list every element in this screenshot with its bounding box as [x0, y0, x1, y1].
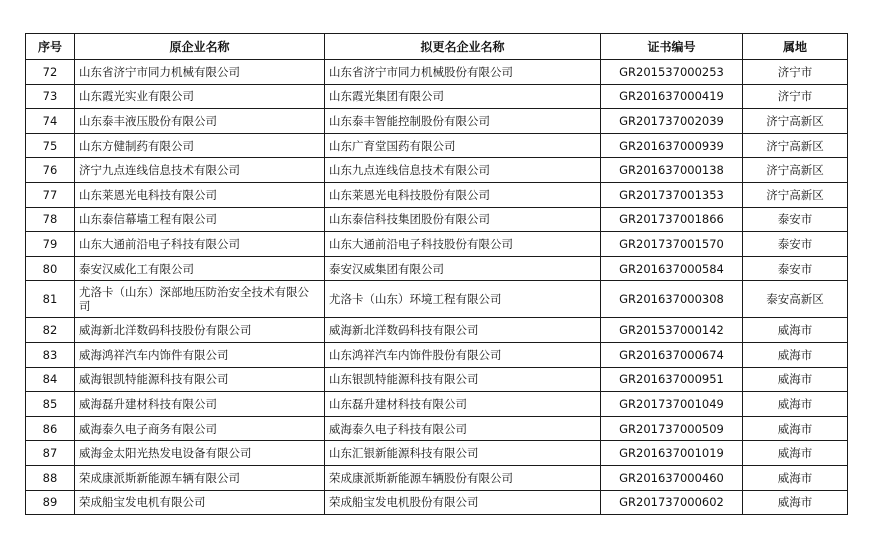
cell-no: 88 — [26, 465, 75, 490]
header-area: 属地 — [743, 34, 848, 60]
table-row — [26, 60, 848, 85]
cell-cert: GR201737001866 — [601, 207, 743, 232]
cell-no: 72 — [26, 60, 75, 85]
cell-cert: GR201537000142 — [601, 318, 743, 343]
cell-area: 威海市 — [743, 342, 848, 367]
table-header-row — [26, 34, 848, 60]
cell-old-name: 威海银凯特能源科技有限公司 — [75, 367, 325, 392]
cell-cert: GR201737001353 — [601, 182, 743, 207]
cell-cert: GR201537000253 — [601, 60, 743, 85]
cell-no: 76 — [26, 158, 75, 183]
cell-old-name: 山东泰丰液压股份有限公司 — [75, 109, 325, 134]
cell-area: 济宁市 — [743, 84, 848, 109]
cell-cert: GR201637001019 — [601, 441, 743, 466]
cell-area: 泰安市 — [743, 207, 848, 232]
cell-new-name: 山东银凯特能源科技有限公司 — [325, 367, 601, 392]
cell-new-name: 尤洛卡（山东）环境工程有限公司 — [325, 281, 601, 318]
table-row — [26, 182, 848, 207]
cell-new-name: 山东鸿祥汽车内饰件股份有限公司 — [325, 342, 601, 367]
cell-old-name: 荣成船宝发电机有限公司 — [75, 490, 325, 515]
cell-no: 74 — [26, 109, 75, 134]
cell-old-name: 山东莱恩光电科技有限公司 — [75, 182, 325, 207]
cell-old-name: 山东大通前沿电子科技有限公司 — [75, 232, 325, 257]
cell-old-name: 威海金太阳光热发电设备有限公司 — [75, 441, 325, 466]
cell-no: 89 — [26, 490, 75, 515]
cell-new-name: 荣成康派斯新能源车辆股份有限公司 — [325, 465, 601, 490]
table-row — [26, 490, 848, 515]
cell-area: 济宁高新区 — [743, 133, 848, 158]
table-row — [26, 207, 848, 232]
cell-no: 83 — [26, 342, 75, 367]
cell-area: 威海市 — [743, 416, 848, 441]
table-row — [26, 367, 848, 392]
cell-old-name: 山东方健制药有限公司 — [75, 133, 325, 158]
cell-no: 73 — [26, 84, 75, 109]
cell-new-name: 山东莱恩光电科技股份有限公司 — [325, 182, 601, 207]
cell-cert: GR201737000509 — [601, 416, 743, 441]
cell-old-name: 济宁九点连线信息技术有限公司 — [75, 158, 325, 183]
cell-area: 泰安市 — [743, 256, 848, 281]
cell-no: 78 — [26, 207, 75, 232]
cell-cert: GR201737000602 — [601, 490, 743, 515]
cell-cert: GR201637000951 — [601, 367, 743, 392]
cell-no: 85 — [26, 392, 75, 417]
cell-old-name: 泰安汉威化工有限公司 — [75, 256, 325, 281]
cell-no: 77 — [26, 182, 75, 207]
cell-no: 75 — [26, 133, 75, 158]
cell-area: 威海市 — [743, 490, 848, 515]
cell-cert: GR201637000460 — [601, 465, 743, 490]
cell-old-name: 尤洛卡（山东）深部地压防治安全技术有限公司 — [75, 281, 325, 318]
table-row — [26, 256, 848, 281]
header-new-name: 拟更名企业名称 — [325, 34, 601, 60]
cell-area: 济宁高新区 — [743, 158, 848, 183]
cell-new-name: 山东泰丰智能控制股份有限公司 — [325, 109, 601, 134]
table-row — [26, 84, 848, 109]
cell-cert: GR201637000939 — [601, 133, 743, 158]
cell-new-name: 威海新北洋数码科技有限公司 — [325, 318, 601, 343]
header-old-name: 原企业名称 — [75, 34, 325, 60]
cell-no: 81 — [26, 281, 75, 318]
table-row — [26, 465, 848, 490]
cell-old-name: 威海泰久电子商务有限公司 — [75, 416, 325, 441]
header-no: 序号 — [26, 34, 75, 60]
cell-new-name: 山东九点连线信息技术有限公司 — [325, 158, 601, 183]
cell-new-name: 威海泰久电子科技有限公司 — [325, 416, 601, 441]
cell-area: 威海市 — [743, 465, 848, 490]
cell-new-name: 山东磊升建材科技有限公司 — [325, 392, 601, 417]
cell-new-name: 山东泰信科技集团股份有限公司 — [325, 207, 601, 232]
cell-no: 87 — [26, 441, 75, 466]
cell-cert: GR201637000584 — [601, 256, 743, 281]
cell-no: 80 — [26, 256, 75, 281]
cell-area: 威海市 — [743, 367, 848, 392]
cell-new-name: 山东省济宁市同力机械股份有限公司 — [325, 60, 601, 85]
table-row — [26, 133, 848, 158]
cell-cert: GR201637000419 — [601, 84, 743, 109]
cell-old-name: 荣成康派斯新能源车辆有限公司 — [75, 465, 325, 490]
table-row — [26, 342, 848, 367]
cell-cert: GR201737001049 — [601, 392, 743, 417]
cell-no: 84 — [26, 367, 75, 392]
cell-new-name: 山东大通前沿电子科技股份有限公司 — [325, 232, 601, 257]
table-row — [26, 392, 848, 417]
cell-new-name: 荣成船宝发电机股份有限公司 — [325, 490, 601, 515]
cell-cert: GR201637000308 — [601, 281, 743, 318]
cell-new-name: 泰安汉威集团有限公司 — [325, 256, 601, 281]
cell-area: 泰安高新区 — [743, 281, 848, 318]
table-row — [26, 441, 848, 466]
cell-old-name: 山东泰信幕墙工程有限公司 — [75, 207, 325, 232]
cell-old-name: 威海鸿祥汽车内饰件有限公司 — [75, 342, 325, 367]
table-row — [26, 158, 848, 183]
cell-no: 82 — [26, 318, 75, 343]
cell-area: 威海市 — [743, 392, 848, 417]
table-row — [26, 232, 848, 257]
cell-cert: GR201737002039 — [601, 109, 743, 134]
cell-area: 济宁高新区 — [743, 109, 848, 134]
cell-cert: GR201637000674 — [601, 342, 743, 367]
cell-old-name: 威海磊升建材科技有限公司 — [75, 392, 325, 417]
cell-area: 泰安市 — [743, 232, 848, 257]
cell-new-name: 山东汇银新能源科技有限公司 — [325, 441, 601, 466]
cell-no: 79 — [26, 232, 75, 257]
cell-area: 济宁高新区 — [743, 182, 848, 207]
cell-new-name: 山东广育堂国药有限公司 — [325, 133, 601, 158]
header-cert: 证书编号 — [601, 34, 743, 60]
cell-area: 威海市 — [743, 441, 848, 466]
cell-old-name: 山东省济宁市同力机械有限公司 — [75, 60, 325, 85]
cell-old-name: 山东霞光实业有限公司 — [75, 84, 325, 109]
cell-area: 威海市 — [743, 318, 848, 343]
company-rename-table — [25, 33, 848, 515]
cell-cert: GR201637000138 — [601, 158, 743, 183]
table-row — [26, 318, 848, 343]
cell-no: 86 — [26, 416, 75, 441]
cell-new-name: 山东霞光集团有限公司 — [325, 84, 601, 109]
cell-old-name: 威海新北洋数码科技股份有限公司 — [75, 318, 325, 343]
table-row — [26, 281, 848, 318]
table-row — [26, 416, 848, 441]
table-row — [26, 109, 848, 134]
cell-cert: GR201737001570 — [601, 232, 743, 257]
cell-area: 济宁市 — [743, 60, 848, 85]
